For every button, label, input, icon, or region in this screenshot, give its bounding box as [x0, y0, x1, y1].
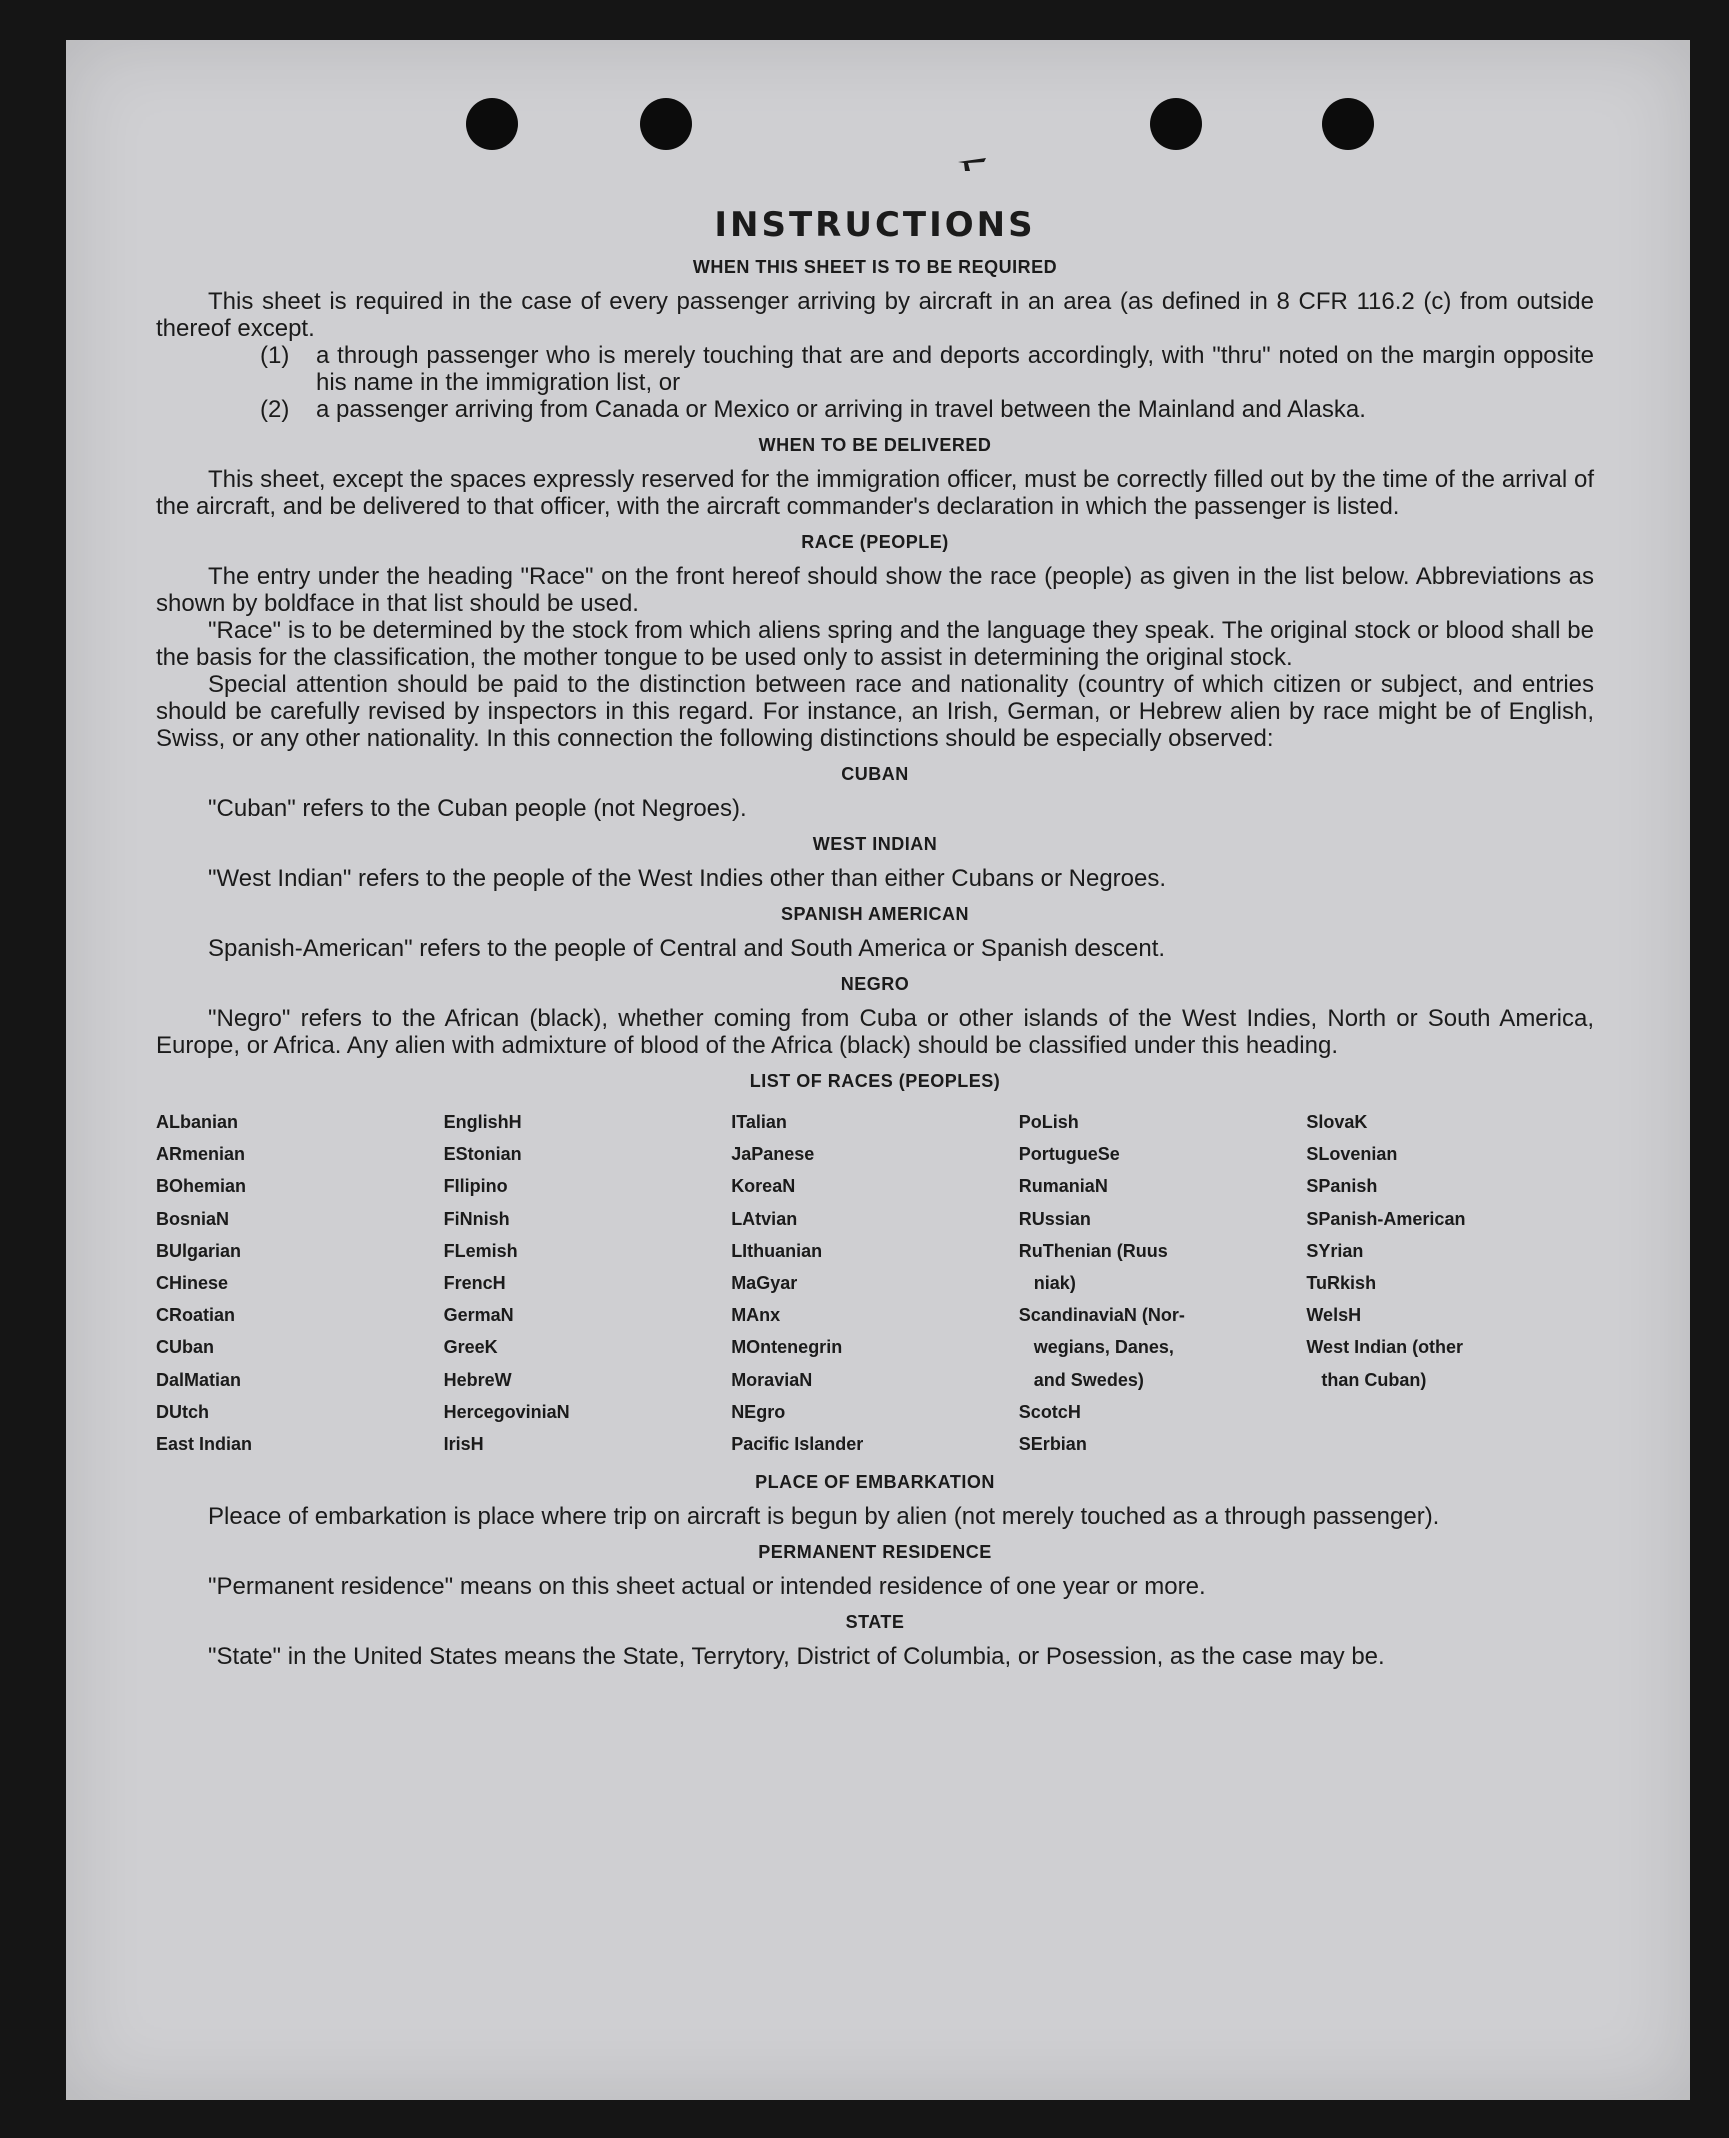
race-item: SPanish [1306, 1176, 1378, 1197]
item-text: a through passenger who is merely touching that are and deports accordingly, with "thru" noted on the margin opposite his name in the immigration list, or [316, 342, 1594, 396]
race-item: CUban [156, 1337, 214, 1358]
heading-when-required: WHEN THIS SHEET IS TO BE REQUIRED [692, 257, 1058, 277]
race-item: RuThenian (Ruus [1018, 1240, 1168, 1261]
races-column [1019, 1106, 1307, 1460]
race-item: TuRkish [1306, 1273, 1377, 1294]
races-column [1306, 1106, 1594, 1460]
heading-cuban: CUBAN [841, 764, 909, 784]
race-item: DalMatian [156, 1369, 242, 1390]
race-item: HercegoviniaN [443, 1401, 570, 1422]
race-item: ALbanian [156, 1112, 239, 1132]
race-paragraph-2: "Race" is to be determined by the stock from which aliens spring and the language they speak. The original stock or blood shall be the basis for the classification, the mother tongue to be used only to assist in determining the original stock. [156, 617, 1594, 671]
race-item: PortugueSe [1018, 1144, 1120, 1165]
cuban-text: "Cuban" refers to the Cuban people (not Negroes). [208, 795, 747, 822]
race-item: MoraviaN [731, 1369, 813, 1390]
race-item: PoLish [1018, 1112, 1079, 1132]
spanish-american-text: Spanish-American" refers to the people of Central and South America or Spanish descent. [208, 935, 1166, 962]
races-list [156, 1106, 1594, 1460]
race-item: DUtch [156, 1401, 209, 1422]
residence-text: "Permanent residence" means on this sheet actual or intended residence of one year or more. [208, 1573, 1206, 1601]
race-item: MOntenegrin [731, 1337, 843, 1358]
race-item: ITalian [731, 1112, 787, 1132]
races-column [156, 1106, 444, 1460]
race-item: FLemish [443, 1240, 518, 1261]
heading-list-of-races: LIST OF RACES (PEOPLES) [749, 1071, 1001, 1091]
heading-when-delivered: WHEN TO BE DELIVERED [758, 435, 992, 455]
race-item: WelsH [1306, 1305, 1362, 1326]
race-item: MaGyar [731, 1273, 798, 1294]
page-title: INSTRUCTIONS [714, 205, 1036, 245]
race-item: SlovaK [1306, 1112, 1368, 1132]
west-indian-text: "West Indian" refers to the people of the West Indies other than either Cubans or Negroes. [208, 865, 1167, 892]
race-item: GermaN [443, 1305, 514, 1326]
race-item: than Cuban) [1306, 1369, 1427, 1390]
race-item: JaPanese [731, 1144, 815, 1165]
race-item: FiNnish [443, 1208, 510, 1229]
race-paragraph-1: The entry under the heading "Race" on the front hereof should show the race (people) as given in the list below. Abbreviations as shown by boldface in that list should be used. [156, 563, 1594, 617]
item-number: (2) [260, 396, 290, 423]
race-item: SYrian [1306, 1240, 1364, 1261]
race-item: NEgro [731, 1401, 786, 1422]
item-text: a passenger arriving from Canada or Mexico or arriving in travel between the Mainland and Alaska. [316, 396, 1366, 423]
punch-hole [640, 98, 692, 150]
race-item: MAnx [731, 1305, 781, 1326]
race-item: BOhemian [156, 1176, 247, 1197]
punch-hole [1150, 98, 1202, 150]
race-item: Pacific Islander [731, 1434, 864, 1455]
race-item: East Indian [156, 1434, 253, 1455]
races-column [444, 1106, 732, 1460]
punch-hole [1322, 98, 1374, 150]
race-item: SPanish-American [1306, 1208, 1466, 1229]
race-item: FIlipino [443, 1176, 508, 1197]
required-text: This sheet is required in the case of every passenger arriving by aircraft in an area (as defined in 8 CFR 116.2 (c) from outside thereof except. [156, 288, 1594, 342]
ink-mark-icon [956, 156, 988, 172]
race-item: ScotcH [1018, 1401, 1081, 1422]
race-item: and Swedes) [1018, 1369, 1144, 1390]
heading-west-indian: WEST INDIAN [812, 834, 938, 854]
delivered-text: This sheet, except the spaces expressly reserved for the immigration officer, must be correctly filled out by the time of the arrival of the aircraft, and be delivered to that officer, with the aircraft commander's declaration in which the passenger is listed. [156, 466, 1594, 520]
race-item: BUlgarian [156, 1240, 242, 1261]
heading-place-of-embarkation: PLACE OF EMBARKATION [755, 1472, 995, 1493]
race-item: SErbian [1018, 1434, 1087, 1455]
document-sheet [66, 40, 1690, 2100]
required-item-2 [156, 396, 1594, 423]
heading-spanish-american: SPANISH AMERICAN [780, 904, 969, 924]
race-paragraph-3: Special attention should be paid to the distinction between race and nationality (country of which citizen or subject, and entries should be carefully revised by inspectors in this regard. For instance, an Irish, German, or Hebrew alien by race might be of English, Swiss, or any other nationality. In this connection the following distinctions should be especially observed: [156, 671, 1594, 752]
race-item: HebreW [443, 1369, 512, 1390]
heading-negro: NEGRO [840, 974, 910, 994]
race-item: CRoatian [156, 1305, 236, 1326]
race-item: LIthuanian [731, 1240, 823, 1261]
heading-permanent-residence: PERMANENT RESIDENCE [758, 1542, 992, 1563]
race-item: LAtvian [731, 1208, 798, 1229]
race-item: GreeK [443, 1337, 498, 1358]
race-item: KoreaN [731, 1176, 796, 1197]
races-column [731, 1106, 1019, 1460]
state-text: "State" in the United States means the State, Terrytory, District of Columbia, or Posession, as the case may be. [208, 1643, 1385, 1671]
race-item: SLovenian [1306, 1144, 1398, 1165]
race-item: West Indian (other [1306, 1337, 1464, 1358]
heading-race: RACE (PEOPLE) [801, 532, 949, 552]
race-item: wegians, Danes, [1018, 1337, 1174, 1358]
embarkation-text: Pleace of embarkation is place where trip on aircraft is begun by alien (not merely touched as a through passenger). [208, 1503, 1440, 1531]
heading-state: STATE [845, 1612, 905, 1633]
race-item: BosniaN [156, 1208, 230, 1229]
race-item: IrisH [443, 1434, 484, 1455]
race-item: ARmenian [156, 1144, 246, 1165]
race-item: CHinese [156, 1273, 229, 1294]
race-item: ScandinaviaN (Nor- [1018, 1305, 1185, 1326]
race-item: RUssian [1018, 1208, 1091, 1229]
required-item-1 [156, 342, 1594, 396]
race-item: EStonian [443, 1144, 522, 1165]
race-item: niak) [1018, 1273, 1076, 1294]
race-item: FrencH [443, 1273, 506, 1294]
race-item: RumaniaN [1018, 1176, 1108, 1197]
item-number: (1) [260, 342, 290, 369]
instructions-content [156, 205, 1594, 1670]
negro-text: "Negro" refers to the African (black), whether coming from Cuba or other islands of the West Indies, North or South America, Europe, or Africa. Any alien with admixture of blood of the Africa (black) should be classified under this heading. [156, 1005, 1594, 1059]
punch-hole [466, 98, 518, 150]
race-item: EnglishH [443, 1112, 522, 1132]
